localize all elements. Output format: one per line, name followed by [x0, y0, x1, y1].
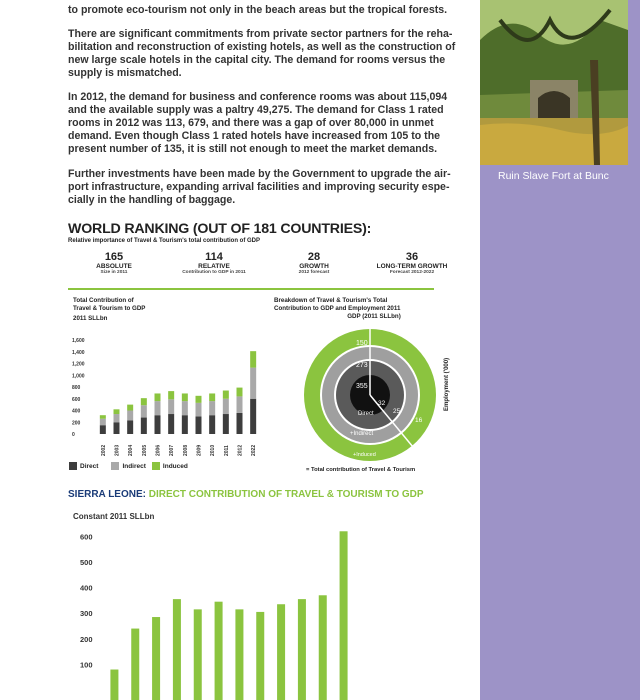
- bar-segment-indirect: [168, 399, 174, 414]
- rank-note: 2012 forecast: [298, 270, 330, 275]
- legend-swatch-induced: [152, 462, 160, 470]
- bar-segment-direct: [237, 413, 243, 434]
- bar-segment-indirect: [100, 419, 106, 425]
- bar-2011: [298, 599, 306, 700]
- sierra-subtitle: Constant 2011 SLLbn: [73, 512, 155, 521]
- x-tick-label: 2022: [251, 444, 258, 456]
- bar-segment-induced: [155, 393, 161, 401]
- paragraph-1: to promote eco-tourism not only in the beach areas but the tropical forests.: [68, 4, 448, 16]
- bar-2022: [340, 531, 348, 700]
- y-tick-label: 800: [72, 385, 81, 391]
- donut-footnote: = Total contribution of Travel & Tourism: [306, 467, 416, 473]
- bar-segment-induced: [100, 415, 106, 419]
- y-tick-label: 0: [72, 432, 75, 438]
- bar-segment-induced: [127, 405, 133, 411]
- legend-swatch-direct: [69, 462, 77, 470]
- bar-2009: [256, 612, 264, 700]
- y-tick-label: 1,200: [72, 361, 85, 368]
- y-tick-label: 600: [72, 396, 81, 403]
- rank-label: ABSOLUTE: [96, 263, 132, 270]
- y-tick-label: 200: [80, 634, 93, 644]
- donut-emp-small: 25: [393, 408, 401, 415]
- donut-label-outer: 150: [356, 340, 368, 347]
- bar-segment-direct: [223, 414, 229, 434]
- rank-value: 36: [405, 251, 419, 263]
- bar-segment-indirect: [209, 401, 215, 415]
- legend-indirect: Indirect: [122, 462, 146, 470]
- bar-segment-direct: [209, 415, 215, 434]
- slave-fort-photo: [480, 0, 628, 165]
- bar-segment-induced: [209, 393, 215, 401]
- bar-chart-title-line: Total Contribution of: [73, 297, 134, 304]
- rank-label: GROWTH: [299, 263, 329, 270]
- bar-segment-induced: [250, 351, 256, 367]
- donut-indirect-label: +Indirect: [350, 431, 374, 437]
- x-tick-label: 2006: [155, 444, 162, 456]
- x-tick-label: 2003: [114, 444, 121, 456]
- y-tick-label: 300: [80, 609, 93, 619]
- donut-induced-label: +Induced: [353, 452, 376, 458]
- donut-axis-label: Employment ('000): [444, 357, 450, 411]
- donut-title-line: Contribution to GDP and Employment 2011: [274, 305, 401, 312]
- y-tick-label: 400: [80, 583, 93, 593]
- sierra-bar-chart: [68, 532, 358, 700]
- rank-note: Size in 2011: [100, 270, 128, 275]
- bar-segment-indirect: [114, 414, 120, 422]
- bar-2007: [215, 602, 223, 700]
- bar-2005: [173, 599, 181, 700]
- bar-segment-indirect: [250, 368, 256, 399]
- x-tick-label: 2004: [128, 444, 135, 456]
- paragraph-3: In 2012, the demand for business and conference rooms was about 115,094 and the available supply was a paltry 49,275. The demand for Class 1 rated rooms in 2012 was 113, 679, and there was a gap of over 80,000 in unmet demand. Even though Class 1 rated hotels have increased from 105 to the present number of 135, it is still not enough to meet the market demands.: [68, 91, 448, 155]
- bar-2002: [110, 670, 118, 700]
- bar-2012: [319, 595, 327, 700]
- x-tick-label: 2005: [141, 444, 148, 456]
- sierra-title: [68, 489, 424, 500]
- bar-2004: [152, 617, 160, 700]
- paragraph-2: There are significant commitments from private sector partners for the reha-bilitation and reconstruction of existing hotels, as well as the construction of new large scale hotels in the capital city. The demand for rooms versus the supply is mismatched.: [68, 28, 456, 79]
- world-ranking-title: WORLD RANKING (OUT OF 181 COUNTRIES):: [68, 221, 372, 237]
- rank-value: 165: [104, 251, 124, 263]
- bar-segment-indirect: [127, 411, 133, 421]
- legend-swatch-indirect: [111, 462, 119, 470]
- sierra-title-desc: DIRECT CONTRIBUTION OF TRAVEL & TOURISM TO GDP: [148, 489, 424, 500]
- bar-2003: [131, 629, 139, 700]
- bar-2006: [194, 609, 202, 700]
- x-tick-label: 2002: [100, 444, 107, 456]
- donut-emp-big: 16: [415, 417, 423, 424]
- bar-segment-indirect: [196, 403, 202, 417]
- rank-value: 28: [307, 251, 321, 263]
- y-tick-label: 400: [72, 408, 81, 415]
- bar-segment-direct: [196, 416, 202, 434]
- rank-note: Contribution to GDP in 2011: [182, 270, 246, 275]
- legend-direct: Direct: [80, 462, 99, 470]
- bar-segment-direct: [141, 418, 147, 434]
- bar-segment-indirect: [182, 401, 188, 415]
- bar-segment-direct: [155, 415, 161, 434]
- x-tick-label: 2010: [210, 444, 217, 456]
- rank-label: LONG-TERM GROWTH: [376, 263, 448, 270]
- rank-absolute: [64, 251, 164, 275]
- donut-label-inner: 355: [356, 383, 368, 390]
- bar-segment-indirect: [141, 405, 147, 417]
- paragraph-4: Further investments have been made by the Government to upgrade the air-port infrastructure, expanding arrival facilities and improving security espe-cially in the handling of baggage.: [68, 168, 451, 206]
- x-tick-label: 2008: [182, 444, 189, 456]
- y-tick-label: 100: [80, 660, 93, 670]
- rank-value: 114: [205, 251, 223, 263]
- bar-segment-indirect: [223, 399, 229, 414]
- donut-title-line: Breakdown of Travel & Tourism's Total: [274, 297, 388, 304]
- bar-segment-induced: [223, 391, 229, 399]
- bar-segment-direct: [168, 414, 174, 434]
- bar-segment-direct: [100, 425, 106, 434]
- rank-note: Forecast 2012-2022: [389, 270, 435, 275]
- donut-title: [274, 297, 444, 321]
- donut-unit: GDP (2011 SLLbn): [347, 313, 401, 320]
- y-tick-label: 500: [80, 558, 93, 567]
- photo-caption: Ruin Slave Fort at Bunc: [498, 170, 609, 182]
- y-tick-label: 600: [80, 532, 93, 542]
- bar-segment-induced: [196, 396, 202, 403]
- world-ranking-subtitle: Relative importance of Travel & Tourism's total contribution of GDP: [68, 238, 261, 244]
- rank-label: RELATIVE: [198, 263, 230, 270]
- legend-induced: Induced: [162, 462, 188, 470]
- bar-segment-direct: [182, 415, 188, 434]
- donut-center-value: 32: [378, 400, 386, 407]
- bar-segment-direct: [114, 422, 120, 434]
- y-tick-label: 200: [72, 420, 81, 427]
- y-tick-label: 1,400: [72, 349, 85, 356]
- bar-legend: [69, 462, 188, 470]
- rank-long-term: [362, 251, 462, 275]
- y-tick-label: 1,000: [72, 373, 85, 380]
- ranking-divider: [68, 288, 434, 290]
- x-tick-label: 2009: [196, 444, 203, 456]
- donut-center-label: Direct: [358, 411, 374, 417]
- rank-growth: [264, 251, 364, 275]
- rank-relative: [164, 251, 264, 275]
- sierra-title-country: SIERRA LEONE:: [68, 489, 146, 500]
- bar-chart-title: [73, 297, 145, 323]
- bar-segment-induced: [237, 388, 243, 397]
- y-tick-label: 1,600: [72, 338, 85, 344]
- bar-segment-direct: [250, 399, 256, 434]
- donut-label-middle: 273: [356, 362, 368, 369]
- bar-segment-induced: [141, 398, 147, 405]
- bar-segment-indirect: [155, 401, 161, 415]
- bar-segment-induced: [114, 409, 120, 414]
- bar-2008: [235, 609, 243, 700]
- bar-segment-indirect: [237, 396, 243, 412]
- x-tick-label: 2007: [169, 444, 176, 456]
- bar-chart-unit: 2011 SLLbn: [73, 315, 108, 322]
- bar-segment-induced: [182, 393, 188, 401]
- stacked-bar-chart: [68, 330, 268, 460]
- bar-segment-direct: [127, 420, 133, 434]
- x-tick-label: 2011: [223, 445, 230, 456]
- bar-segment-induced: [168, 391, 174, 399]
- bar-chart-title-line: Travel & Tourism to GDP: [73, 305, 146, 312]
- x-tick-label: 2012: [237, 444, 244, 456]
- donut-chart: [280, 325, 460, 465]
- bar-2010: [277, 604, 285, 700]
